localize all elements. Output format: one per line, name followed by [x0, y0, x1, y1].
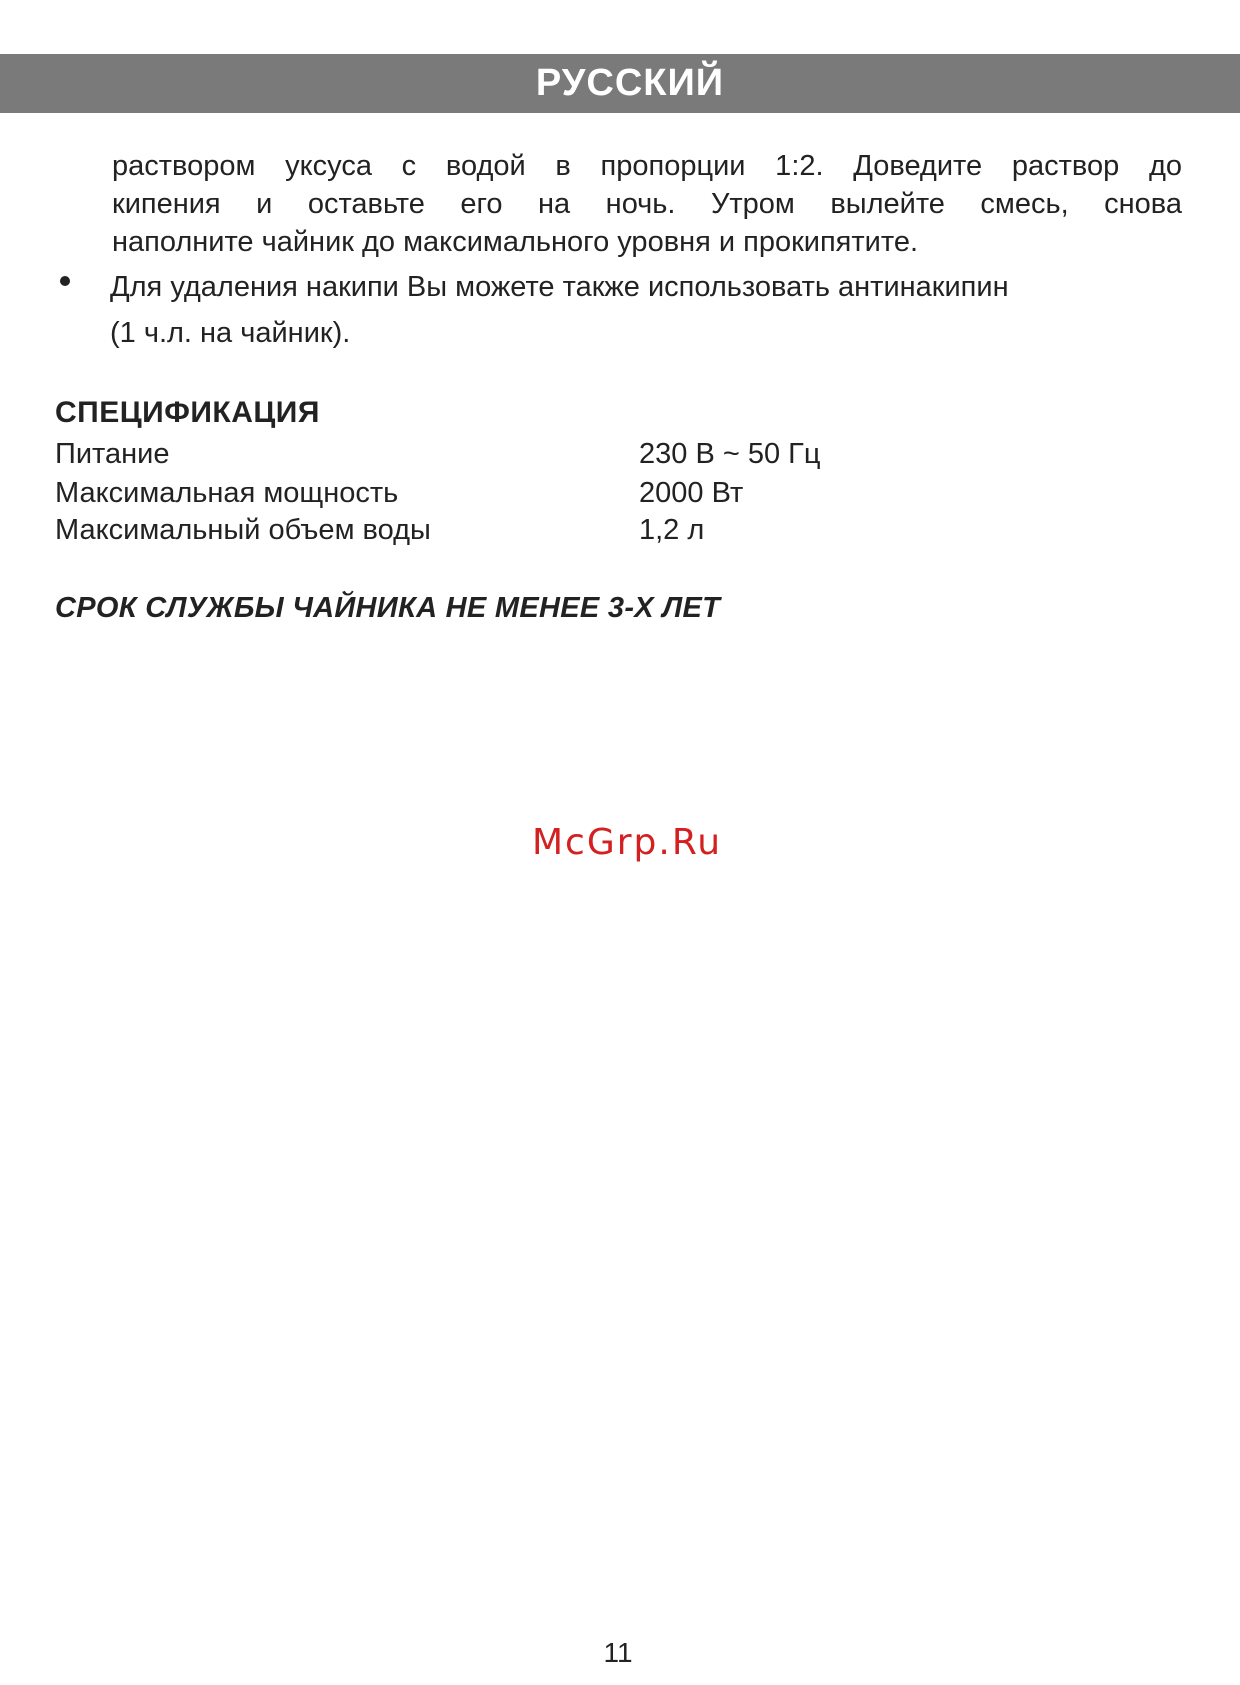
spec-label: Питание: [55, 438, 170, 470]
spec-value: 230 В ~ 50 Гц: [639, 438, 821, 470]
spec-value: 2000 Вт: [639, 477, 744, 509]
service-life-note: СРОК СЛУЖБЫ ЧАЙНИКА НЕ МЕНЕЕ 3-Х ЛЕТ: [55, 592, 721, 624]
bullet-icon: [60, 276, 70, 286]
descaling-text-line-3: наполните чайник до максимального уровня и прокипятите.: [112, 226, 919, 258]
language-header-bar: [0, 54, 1240, 113]
page-number: 11: [603, 1637, 633, 1668]
antiscale-bullet-line-2: (1 ч.л. на чайник).: [110, 317, 351, 349]
antiscale-bullet-line-1: Для удаления накипи Вы можете также использовать антинакипин: [110, 271, 1009, 303]
spec-row-max-power: [55, 477, 1055, 515]
spec-row-power-supply: [55, 438, 1055, 476]
descaling-text-line-2: кипения и оставьте его на ночь. Утром вылейте смесь, снова: [112, 188, 1182, 220]
watermark: McGrp.Ru: [531, 822, 723, 863]
spec-label: Максимальный объем воды: [55, 514, 431, 546]
descaling-text-line-1: раствором уксуса с водой в пропорции 1:2. Доведите раствор до: [112, 150, 1182, 182]
spec-label: Максимальная мощность: [55, 477, 399, 509]
specification-heading: СПЕЦИФИКАЦИЯ: [55, 396, 320, 429]
language-title: РУССКИЙ: [535, 62, 725, 104]
spec-value: 1,2 л: [639, 514, 705, 546]
spec-row-max-water-volume: [55, 514, 1055, 552]
